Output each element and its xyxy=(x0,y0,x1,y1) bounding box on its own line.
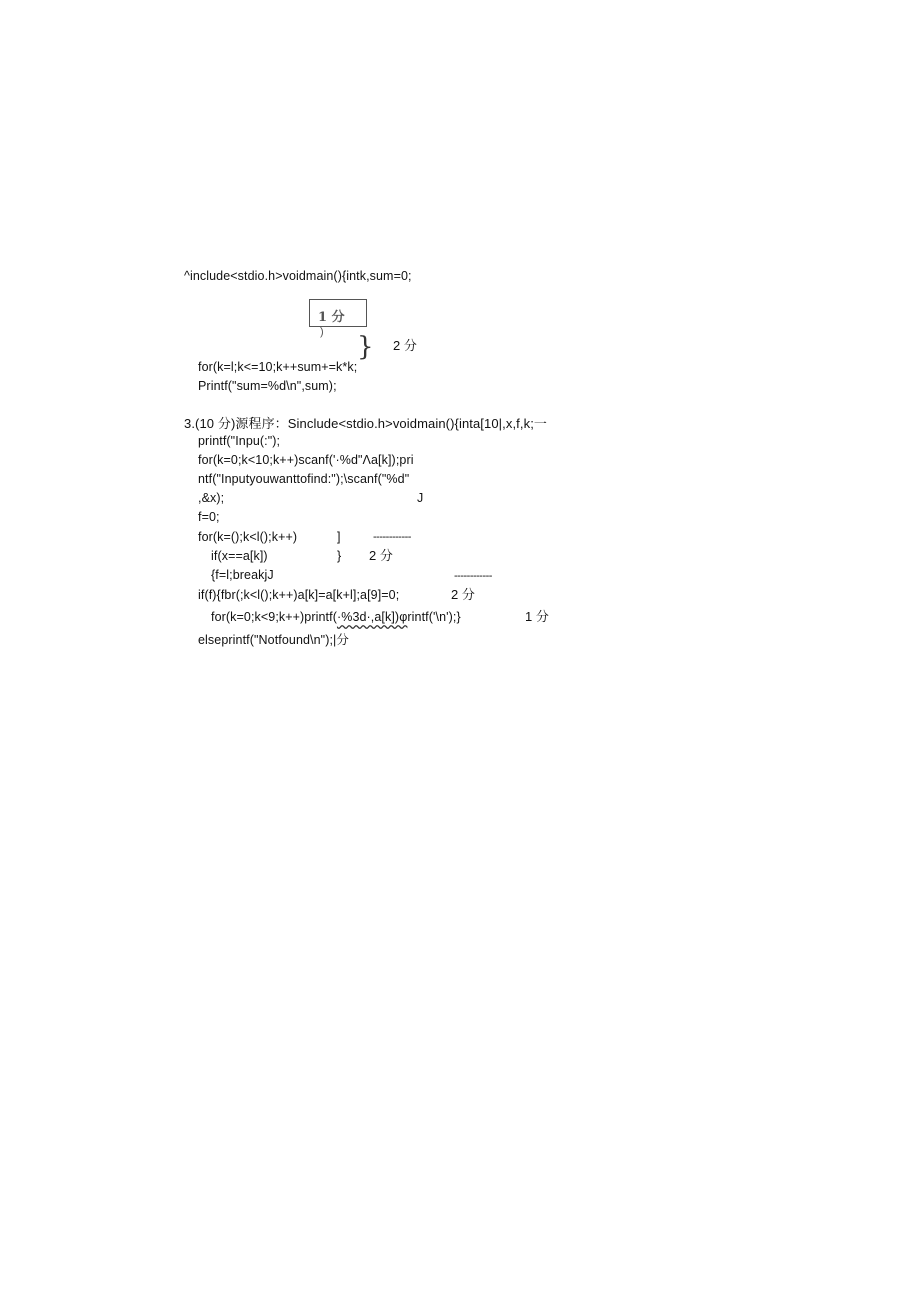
code-line-if-shift: if(f){fbr(;k<l();k++)a[k]=a[k+l];a[9]=0; xyxy=(198,588,400,602)
code-line-scanf-loop: for(k=0;k<10;k++)scanf('·%d"Λa[k]);pri xyxy=(198,453,414,467)
small-paren-mark: ) xyxy=(320,326,324,338)
score-label-2a: 2 分 xyxy=(369,548,393,563)
stray-mark-j: J xyxy=(417,491,424,505)
code-line-printf-sum: Printf("sum=%d\n",sum); xyxy=(198,379,337,393)
code-line-printf-find: ntf("Inputyouwanttofind:");\scanf("%d" xyxy=(198,472,410,486)
stray-mark-brace: } xyxy=(337,549,342,563)
score-box xyxy=(309,299,367,327)
code-line-for-loop: for(k=l;k<=10;k++sum+=k*k; xyxy=(198,360,358,374)
score-label-2: 2 分 xyxy=(393,338,417,353)
code-line-if-equal: if(x==a[k]) xyxy=(211,549,268,563)
stray-mark-bracket: ] xyxy=(337,530,341,544)
code-line-include: ^include<stdio.h>voidmain(){intk,sum=0; xyxy=(184,269,412,283)
score-label-1: 1 分 xyxy=(525,609,549,624)
code-line-addr-x: ,&x); xyxy=(198,491,225,505)
code-line-printf-input: printf("Inpu(:"); xyxy=(198,434,281,448)
code-line-for-print-underlined: ·%3d·,a[k])φ xyxy=(336,610,408,624)
dash-rule-1: ------------ xyxy=(373,531,411,543)
code-line-break: {f=l;breakjJ xyxy=(211,568,274,582)
code-line-for-print xyxy=(211,609,461,625)
dash-rule-2: ------------ xyxy=(454,570,492,582)
score-label-2b: 2 分 xyxy=(451,587,475,602)
code-line-else-notfound: elseprintf("Notfound\n");|分 xyxy=(198,633,349,647)
code-line-for-search: for(k=();k<l();k++) xyxy=(198,530,298,544)
code-line-f-init: f=0; xyxy=(198,510,220,524)
curly-brace-mark: } xyxy=(357,332,374,362)
question-3-heading: 3.(10 分)源程序：Sinclude<stdio.h>voidmain(){inta[10|,x,f,k;一 xyxy=(184,416,548,431)
code-line-for-print-start: for(k=0;k<9;k++)printf( xyxy=(211,610,337,624)
code-line-for-print-end: rintf('\n');} xyxy=(407,610,461,624)
score-box-label: 1 分 xyxy=(318,310,345,325)
